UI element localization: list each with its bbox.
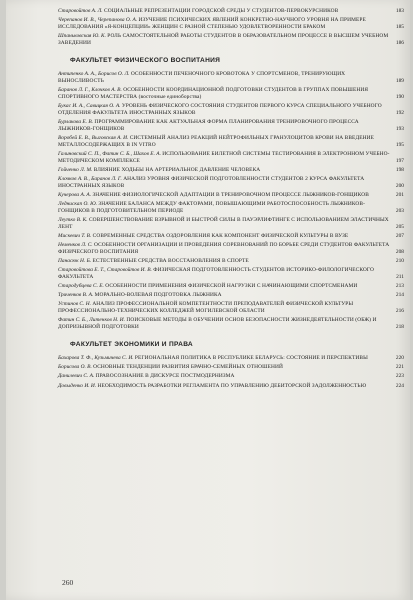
table-of-contents bbox=[58, 8, 404, 392]
entry-authors: Леутко В. К. bbox=[58, 217, 88, 224]
toc-entry bbox=[58, 135, 404, 149]
toc-entry bbox=[58, 355, 404, 362]
entry-authors: Клочков А. В., Баранов Л. Г. bbox=[58, 176, 122, 182]
entry-title: ЕСТЕСТВЕННЫЕ СРЕДСТВА ВОССТАНОВЛЕНИЯ В СПОРТЕ bbox=[92, 258, 249, 265]
entry-authors: Баранов Л. Г., Клочков А. В. bbox=[58, 86, 122, 93]
entry-page-number: 220 bbox=[395, 355, 404, 362]
entry-authors: Данилевич С. А. bbox=[58, 373, 95, 380]
entry-page-number: 183 bbox=[395, 8, 404, 14]
entry-page-number: 224 bbox=[395, 382, 404, 389]
entry-authors: Борисова О. В. bbox=[58, 364, 92, 371]
entry-page-number: 201 bbox=[395, 192, 404, 198]
entry-title: ОСОБЕННОСТИ КООРДИНАЦИОННОЙ ПОДГОТОВКИ СТУДЕНТОВ В ГРУППАХ ПОВЫШЕНИЯ СПОРТИВНОГО МАСТЕРСТВА (восточные единоборства) bbox=[58, 86, 369, 100]
book-page bbox=[6, 0, 410, 600]
toc-entry bbox=[58, 103, 404, 117]
section-heading: ФАКУЛЬТЕТ ЭКОНОМИКИ И ПРАВА bbox=[70, 341, 193, 349]
entry-page-number: 192 bbox=[395, 109, 404, 116]
entry-authors: Воробей Е. В., Выговская А. И. bbox=[58, 134, 129, 141]
entry-page-number: 185 bbox=[395, 24, 404, 30]
entry-authors: Довыденко И. И. bbox=[58, 382, 97, 389]
page-number: 260 bbox=[62, 578, 74, 587]
toc-entry bbox=[58, 71, 404, 85]
entry-page-number: 216 bbox=[395, 308, 404, 315]
entry-title: ОСНОВНЫЕ ТЕНДЕНЦИИ РАЗВИТИЯ БРАЧНО-СЕМЕЙНЫХ ОТНОШЕНИЙ bbox=[93, 364, 284, 371]
entry-page-number: 200 bbox=[395, 182, 404, 189]
entry-title: ЗНАЧЕНИЕ ФИЗИОЛОГИЧЕСКОЙ АДАПТАЦИИ В ТРЕНИРОВОЧНОМ ПРОЦЕССЕ ЛЫЖНИКОВ-ГОНЩИКОВ bbox=[92, 192, 369, 198]
entry-authors: Букас И. А., Савицкая О. А. bbox=[58, 102, 121, 109]
entry-title: ПРОГРАММИРОВАНИЕ КАК АКТУАЛЬНАЯ ФОРМА ПЛАНИРОВАНИЯ ТРЕНИРОВОЧНОГО ПРОЦЕССА ЛЫЖНИКОВ-ГОНЩИКОВ bbox=[58, 118, 359, 132]
entry-title: УРОВЕНЬ ФИЗИЧЕСКОГО СОСТОЯНИЯ СТУДЕНТОВ ПЕРВОГО КУРСА СПЕЦИАЛЬНОГО УЧЕБНОГО ОТДЕЛЕНИЯ ФАКУЛЬТЕТА ИНОСТРАННЫХ ЯЗЫКОВ bbox=[58, 102, 382, 116]
entry-authors: Мискевич Т. В. bbox=[58, 233, 92, 240]
toc-entry bbox=[58, 292, 404, 299]
entry-page-number: 218 bbox=[395, 324, 404, 331]
toc-entry bbox=[58, 242, 404, 256]
entry-page-number: 210 bbox=[395, 258, 404, 265]
entry-title: НЕОБХОДИМОСТЬ РАЗРАБОТКИ РЕГЛАМЕНТА ПО УПРАВЛЕНИЮ ДЕБИТОРСКОЙ ЗАДОЛЖЕННОСТЬЮ bbox=[97, 382, 367, 389]
toc-entry bbox=[58, 33, 404, 47]
entry-page-number: 190 bbox=[395, 93, 404, 100]
toc-entry bbox=[58, 258, 404, 265]
toc-entry bbox=[58, 119, 404, 133]
entry-page-number: 195 bbox=[395, 141, 404, 148]
entry-title: СИСТЕМНЫЙ АНАЛИЗ РЕАКЦИЙ НЕЙТРОФИЛЬНЫХ ГРАНУЛОЦИТОВ КРОВИ НА ВВЕДЕНИЕ МЕТАЛЛОСОДЕРЖАЩИХ В IN VITRO bbox=[58, 134, 374, 148]
entry-page-number: 214 bbox=[395, 292, 404, 299]
entry-page-number: 221 bbox=[395, 364, 404, 371]
toc-entry bbox=[58, 267, 404, 281]
entry-title: СОЦИАЛЬНЫЕ РЕПРЕЗЕНТАЦИИ ГОРОДСКОЙ СРЕДЫ У СТУДЕНТОВ-ПЕРВОКУРСНИКОВ bbox=[104, 8, 339, 14]
toc-entry bbox=[58, 167, 404, 174]
entry-page-number: 208 bbox=[395, 249, 404, 256]
entry-authors: Стародубцева С. Е. bbox=[58, 283, 104, 290]
entry-authors: Фатин С. Б., Литенков Н. И. bbox=[58, 317, 125, 324]
entry-authors: Черепанов И. В., Черепанова О. А. bbox=[58, 17, 138, 24]
entry-page-number: 193 bbox=[395, 125, 404, 132]
entry-authors: Гойченко Л. М. bbox=[58, 166, 93, 173]
entry-page-number: 197 bbox=[395, 157, 404, 164]
entry-page-number: 207 bbox=[395, 233, 404, 240]
entry-authors: Бурлакова Е. В. bbox=[58, 118, 94, 125]
entry-title: ОСОБЕННОСТИ ПЕЧЕНОЧНОГО КРОВОТОКА У СПОРТСМЕНОВ, ТРЕНИРУЮЩИХ ВЫНОСЛИВОСТЬ bbox=[58, 70, 346, 84]
toc-entry bbox=[58, 233, 404, 240]
entry-title: РОЛЬ САМОСТОЯТЕЛЬНОЙ РАБОТЫ СТУДЕНТОВ В ОБРАЗОВАТЕЛЬНОМ ПРОЦЕССЕ В ВЫСШЕМ УЧЕБНОМ ЗАВЕДЕНИИ bbox=[58, 33, 389, 46]
entry-page-number: 205 bbox=[395, 224, 404, 230]
entry-title: ВЛИЯНИЕ ХОДЬБЫ НА АРТЕРИАЛЬНОЕ ДАВЛЕНИЕ ЧЕЛОВЕКА bbox=[93, 166, 261, 173]
toc-entry bbox=[58, 87, 404, 101]
toc-entry bbox=[58, 17, 404, 31]
entry-title: ПРАВОСОЗНАНИЕ В ДИСКУРСЕ ПОСТМОДЕРНИЗМА bbox=[95, 373, 235, 380]
toc-entry bbox=[58, 201, 404, 215]
section-heading: ФАКУЛЬТЕТ ФИЗИЧЕСКОГО ВОСПИТАНИЯ bbox=[70, 56, 221, 64]
toc-entry bbox=[58, 283, 404, 290]
entry-authors: Кучерова А. А. bbox=[58, 192, 92, 198]
entry-title: ПОИСКОВЫЕ МЕТОДЫ В ОБУЧЕНИИ ОСНОВ БЕЗОПАСНОСТИ ЖИЗНЕДЕЯТЕЛЬНОСТИ (ОБЖ) И ДОПРИЗЫВНОЙ ПОДГОТОВКИ bbox=[58, 317, 377, 331]
entry-title: СОВРЕМЕННЫЕ СРЕДСТВА ОЗДОРОВЛЕНИЯ КАК КОМПОНЕНТ ФИЗИЧЕСКОЙ КУЛЬТУРЫ В ВУЗЕ bbox=[92, 233, 349, 240]
entry-title: СОВЕРШЕНСТВОВАНИЕ ВЗРЫВНОЙ И БЫСТРОЙ СИЛЫ В ПАУЭРЛИФТИНГЕ С ИСПОЛЬЗОВАНИЕМ ЭЛАСТИЧНЫХ ЛЕНТ bbox=[58, 217, 389, 230]
entry-title: ОСОБЕННОСТИ ПРИМЕНЕНИЯ ФИЗИЧЕСКОЙ НАГРУЗКИ С НАЧИНАЮЩИМИ СПОРТСМЕНАМИ bbox=[105, 283, 358, 290]
entry-authors: Антипенко А. А., Борисов О. Л. bbox=[58, 70, 130, 77]
toc-entry bbox=[58, 8, 404, 15]
entry-authors: Триченков В. А. bbox=[58, 292, 94, 299]
entry-title: ЗНАЧЕНИЕ БАЛАНСА МЕЖДУ ФАКТОРАМИ, ПОВЫШАЮЩИМИ РАБОТОСПОСОБНОСТЬ ЛЫЖНИКОВ-ГОНЩИКОВ В ПОДГОТОВИТЕЛЬНОМ ПЕРИОДЕ bbox=[58, 201, 366, 214]
entry-page-number: 198 bbox=[395, 166, 404, 173]
entry-title: ОСОБЕННОСТИ ОРГАНИЗАЦИИ И ПРОВЕДЕНИЯ СОРЕВНОВАНИЙ ПО БОРЬБЕ СРЕДИ СТУДЕНТОВ ФАКУЛЬТЕТА ФИЗИЧЕСКОГО ВОСПИТАНИЯ bbox=[58, 242, 390, 256]
entry-page-number: 223 bbox=[395, 373, 404, 380]
entry-authors: Леднискап О. Ю. bbox=[58, 201, 98, 208]
entry-page-number: 203 bbox=[395, 208, 404, 214]
entry-page-number: 189 bbox=[395, 77, 404, 84]
toc-entry bbox=[58, 383, 404, 390]
toc-entry bbox=[58, 192, 404, 199]
entry-authors: Шпаньковская Ю. К. bbox=[58, 33, 106, 40]
entry-title: МОРАЛЬНО-ВОЛЕВАЯ ПОДГОТОВКА ЛЫЖНИКА bbox=[94, 292, 222, 299]
entry-title: АНАЛИЗ ПРОФЕССИОНАЛЬНОЙ КОМПЕТЕНТНОСТИ ПРЕПОДАВАТЕЛЕЙ ФИЗИЧЕСКОЙ КУЛЬТУРЫ ПРОФЕССИОНАЛЬНО-ТЕХНИЧЕСКИХ КОЛЛЕДЖЕЙ МОГИЛЕВСКОЙ ОБЛАСТИ bbox=[58, 301, 354, 315]
toc-entry bbox=[58, 217, 404, 231]
entry-title: ИЗУЧЕНИЕ ПСИХИЧЕСКИХ ЯВЛЕНИЙ КОНКРЕТНО-НАУЧНОГО УРОВНЯ НА ПРИМЕРЕ ИССЛЕДОВАНИЯ «Я-КОНЦЕПЦИИ» ЖЕНЩИН С РАЗНОЙ СТЕПЕНЬЮ УДОВЛЕТВОРЕННОСТИ БРАКОМ bbox=[58, 17, 366, 30]
entry-authors: Старовойтов А. Л. bbox=[58, 8, 103, 14]
toc-entry bbox=[58, 151, 404, 165]
entry-title: АНАЛИЗ УРОВНЯ ФИЗИЧЕСКОЙ ПОДГОТОВЛЕННОСТИ СТУДЕНТОВ 2 КУРСА ФАКУЛЬТЕТА ИНОСТРАННЫХ ЯЗЫКОВ bbox=[58, 176, 365, 189]
entry-page-number: 213 bbox=[395, 283, 404, 290]
entry-authors: Панасюк Н. Б. bbox=[58, 258, 92, 265]
entry-authors: Устинов С. Н. bbox=[58, 301, 91, 308]
toc-entry bbox=[58, 373, 404, 380]
toc-entry bbox=[58, 301, 404, 315]
entry-authors: Галиновский С. П., Фатин С. Б., Шахов Е. А. bbox=[58, 150, 161, 157]
toc-entry bbox=[58, 317, 404, 331]
entry-title: РЕГИОНАЛЬНАЯ ПОЛИТИКА В РЕСПУБЛИКЕ БЕЛАРУСЬ: СОСТОЯНИЕ И ПЕРСПЕКТИВЫ bbox=[134, 355, 368, 362]
entry-authors: Неменков Л. С. bbox=[58, 242, 93, 249]
entry-title: ИСПОЛЬЗОВАНИЕ БИЛЕТНОЙ СИСТЕМЫ ТЕСТИРОВАНИЯ В ЭЛЕКТРОННОМ УЧЕБНО-МЕТОДИЧЕСКОМ КОМПЛЕКСЕ bbox=[58, 150, 390, 164]
toc-entry bbox=[58, 176, 404, 190]
entry-title: ФИЗИЧЕСКАЯ ПОДГОТОВЛЕННОСТЬ СТУДЕНТОВ ИСТОРИКО-ФИЛОЛОГИЧЕСКОГО ФАКУЛЬТЕТА bbox=[58, 267, 374, 281]
entry-authors: Бахарова Т. Ф., Кузьмичева С. И. bbox=[58, 355, 134, 362]
toc-entry bbox=[58, 364, 404, 371]
entry-authors: Старовойтова Е. Т., Старовойтов И. В. bbox=[58, 267, 152, 274]
entry-page-number: 211 bbox=[396, 274, 404, 281]
entry-page-number: 186 bbox=[395, 40, 404, 46]
